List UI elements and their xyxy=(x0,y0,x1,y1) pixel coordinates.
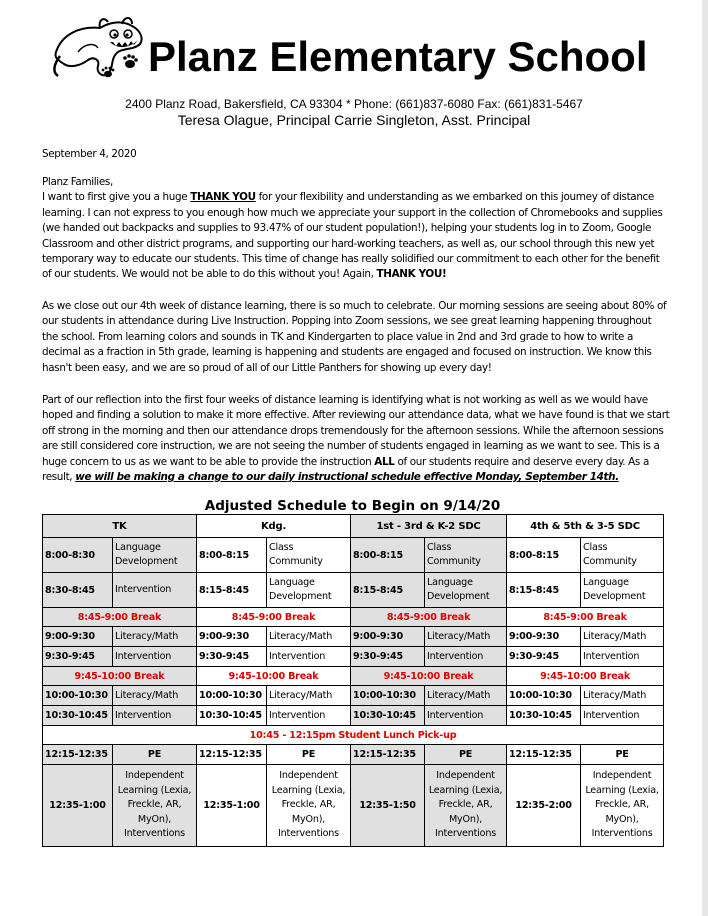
activity-cell: Intervention xyxy=(425,706,507,726)
lunch-row xyxy=(43,726,664,745)
time-cell: 9:30-9:45 xyxy=(197,647,267,667)
activity-cell: Literacy/Math xyxy=(425,627,507,647)
p3-text-a: Part of our reflection into the first four weeks of distance learning is identifying what is not working as well as we would have hoped and finding a solution to make it more effective. After reviewing our attendance data, what we have found is that we start off strong in the morning and then our attendance drops tremendously for the afternoon sessions. While the afternoon sessions are still considered core instruction, we are not seeing the number of students engaged in learning as we want to see. This is a huge concern to us as we want to be able to provide the instruction xyxy=(42,394,670,468)
time-cell: 10:00-10:30 xyxy=(351,686,425,706)
schedule-table xyxy=(42,514,664,847)
activity-cell: PE xyxy=(425,745,507,765)
header-tk: TK xyxy=(43,515,197,538)
time-cell: 12:15-12:35 xyxy=(507,745,581,765)
activity-cell: Class Community xyxy=(267,538,351,573)
table-row xyxy=(43,573,664,608)
activity-cell: Intervention xyxy=(425,647,507,667)
activity-cell: Intervention xyxy=(113,706,197,726)
activity-cell: Literacy/Math xyxy=(267,686,351,706)
time-cell: 10:00-10:30 xyxy=(43,686,113,706)
p3-emphasis: we will be making a change to our daily instructional schedule effective Monday, September 14th. xyxy=(75,471,619,484)
activity-cell: Intervention xyxy=(267,647,351,667)
school-name: Planz Elementary School xyxy=(148,33,648,80)
activity-cell: Literacy/Math xyxy=(425,686,507,706)
break-cell: 8:45-9:00 Break xyxy=(507,608,664,627)
paragraph-1-text xyxy=(42,190,670,282)
p3-all: ALL xyxy=(374,455,395,468)
time-cell: 9:30-9:45 xyxy=(43,647,113,667)
time-cell: 8:00-8:15 xyxy=(351,538,425,573)
letter-paragraph-1 xyxy=(42,175,670,283)
p3-text-b: of our students require and deserve every day. As a result, xyxy=(42,455,649,484)
header-kdg: Kdg. xyxy=(197,515,351,538)
activity-cell: Independent Learning (Lexia, Freckle, AR, MyOn), Interventions xyxy=(581,765,664,847)
table-row xyxy=(43,745,664,765)
header-4th-5th: 4th & 5th & 3-5 SDC xyxy=(507,515,664,538)
time-cell: 8:15-8:45 xyxy=(197,573,267,608)
table-row xyxy=(43,686,664,706)
time-cell: 9:00-9:30 xyxy=(351,627,425,647)
activity-cell: Intervention xyxy=(581,706,664,726)
activity-cell: Literacy/Math xyxy=(581,627,664,647)
letter-paragraph-3 xyxy=(42,393,670,485)
header-1st-3rd: 1st - 3rd & K-2 SDC xyxy=(351,515,507,538)
lunch-cell: 10:45 - 12:15pm Student Lunch Pick-up xyxy=(43,726,664,745)
p1-text-b: for your flexibility and understanding as we embarked on this journey of distance learning. I can not express to you enough how much we appreciate your support in the collection of Chromebooks and supplies (we handed out backpacks and supplies to 93.47% of our student population!), helping your students log in to Zoom, Google Classroom and other district programs, and supporting our hard-working teachers, as well as, our school through this new yet temporary way to educate our students. This time of change has really solidified our commitment to each other for the benefit of our students. We would not be able to do this without you! Again, xyxy=(42,191,663,281)
activity-cell: Literacy/Math xyxy=(113,686,197,706)
time-cell: 12:15-12:35 xyxy=(43,745,113,765)
time-cell: 9:30-9:45 xyxy=(507,647,581,667)
activity-cell: Literacy/Math xyxy=(113,627,197,647)
activity-cell: PE xyxy=(581,745,664,765)
activity-cell: Language Development xyxy=(113,538,197,573)
letter-paragraph-2 xyxy=(42,299,670,376)
table-row xyxy=(43,538,664,573)
break-cell: 9:45-10:00 Break xyxy=(197,667,351,686)
paragraph-2-text: As we close out our 4th week of distance learning, there is so much to celebrate. Our morning sessions are seeing about 80% of our students in attendance during Live Instruction. Popping into Zoom sessions, we see great learning happening throughout the school. From learning colors and sounds in TK and Kindergarten to place value in 2nd and 3rd grade to how to write a decimal as a fraction in 5th grade, learning is happening and students are engaged and focused on instruction. We know this hasn't been easy, and we are so proud of all of our Little Panthers for showing up every day! xyxy=(42,300,667,374)
time-cell: 8:00-8:30 xyxy=(43,538,113,573)
time-cell: 10:00-10:30 xyxy=(197,686,267,706)
p1-text-a: I want to first give you a huge xyxy=(42,191,191,204)
schedule-header-row xyxy=(43,515,664,538)
break-cell: 9:45-10:00 Break xyxy=(507,667,664,686)
activity-cell: Independent Learning (Lexia, Freckle, AR, MyOn), Interventions xyxy=(267,765,351,847)
activity-cell: Literacy/Math xyxy=(581,686,664,706)
activity-cell: Language Development xyxy=(425,573,507,608)
activity-cell: Language Development xyxy=(267,573,351,608)
break-cell: 8:45-9:00 Break xyxy=(351,608,507,627)
activity-cell: Intervention xyxy=(113,573,197,608)
time-cell: 12:35-1:50 xyxy=(351,765,425,847)
table-row xyxy=(43,765,664,847)
activity-cell: Independent Learning (Lexia, Freckle, AR, MyOn), Interventions xyxy=(113,765,197,847)
table-row xyxy=(43,627,664,647)
schedule-title: Adjusted Schedule to Begin on 9/14/20 xyxy=(204,498,501,514)
time-cell: 8:00-8:15 xyxy=(197,538,267,573)
time-cell: 9:30-9:45 xyxy=(351,647,425,667)
p1-thank-you: THANK YOU xyxy=(190,191,256,204)
time-cell: 12:35-1:00 xyxy=(197,765,267,847)
break-cell: 8:45-9:00 Break xyxy=(43,608,197,627)
time-cell: 10:30-10:45 xyxy=(43,706,113,726)
table-row xyxy=(43,706,664,726)
break-row xyxy=(43,667,664,686)
activity-cell: Literacy/Math xyxy=(267,627,351,647)
time-cell: 9:00-9:30 xyxy=(197,627,267,647)
letter-date: September 4, 2020 xyxy=(42,148,137,160)
activity-cell: Class Community xyxy=(425,538,507,573)
activity-cell: PE xyxy=(113,745,197,765)
principals-line: Teresa Olague, Principal Carrie Singleton, Asst. Principal xyxy=(177,112,531,128)
activity-cell: Intervention xyxy=(267,706,351,726)
activity-cell: Intervention xyxy=(581,647,664,667)
page-edge-shadow xyxy=(702,0,708,916)
time-cell: 8:15-8:45 xyxy=(351,573,425,608)
time-cell: 10:30-10:45 xyxy=(507,706,581,726)
time-cell: 12:35-1:00 xyxy=(43,765,113,847)
time-cell: 12:15-12:35 xyxy=(351,745,425,765)
panther-mascot-logo xyxy=(48,12,148,82)
activity-cell: Language Development xyxy=(581,573,664,608)
activity-cell: Intervention xyxy=(113,647,197,667)
break-cell: 9:45-10:00 Break xyxy=(351,667,507,686)
p1-thank-you-2: THANK YOU! xyxy=(376,268,447,281)
table-row xyxy=(43,647,664,667)
break-row xyxy=(43,608,664,627)
time-cell: 12:15-12:35 xyxy=(197,745,267,765)
greeting: Planz Families, xyxy=(42,176,113,188)
break-cell: 9:45-10:00 Break xyxy=(43,667,197,686)
break-cell: 8:45-9:00 Break xyxy=(197,608,351,627)
activity-cell: Independent Learning (Lexia, Freckle, AR, MyOn), Interventions xyxy=(425,765,507,847)
time-cell: 8:00-8:15 xyxy=(507,538,581,573)
paragraph-3-text xyxy=(42,393,670,485)
time-cell: 10:30-10:45 xyxy=(351,706,425,726)
school-address: 2400 Planz Road, Bakersfield, CA 93304 * Phone: (661)837-6080 Fax: (661)831-5467 xyxy=(125,97,583,111)
time-cell: 8:15-8:45 xyxy=(507,573,581,608)
time-cell: 9:00-9:30 xyxy=(43,627,113,647)
time-cell: 10:30-10:45 xyxy=(197,706,267,726)
activity-cell: PE xyxy=(267,745,351,765)
time-cell: 8:30-8:45 xyxy=(43,573,113,608)
time-cell: 12:35-2:00 xyxy=(507,765,581,847)
time-cell: 9:00-9:30 xyxy=(507,627,581,647)
time-cell: 10:00-10:30 xyxy=(507,686,581,706)
activity-cell: Class Community xyxy=(581,538,664,573)
